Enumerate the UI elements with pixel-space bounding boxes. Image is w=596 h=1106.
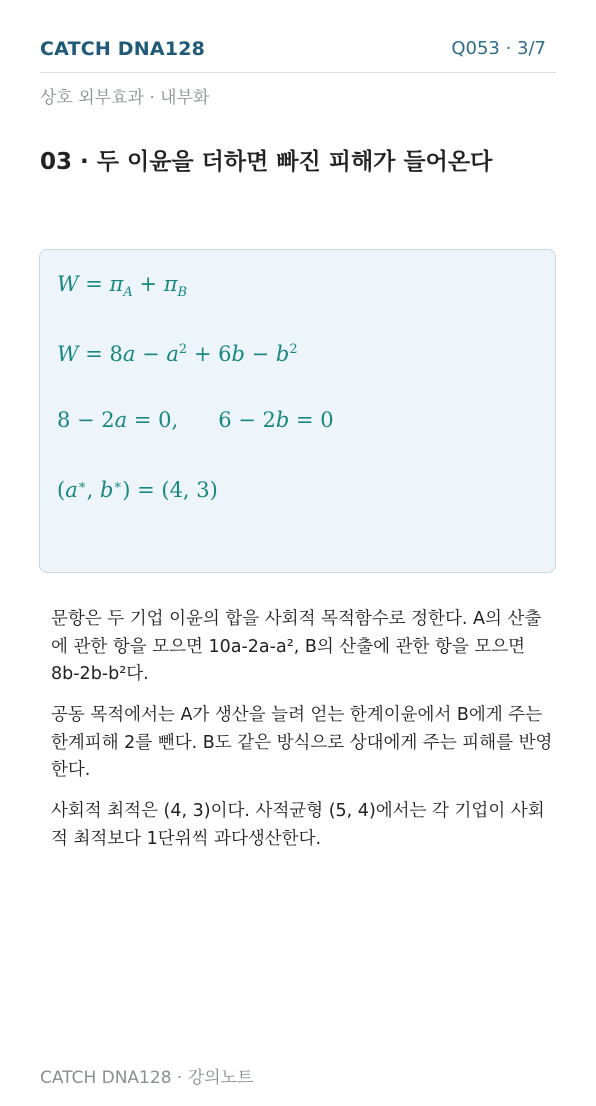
page-header — [40, 36, 556, 73]
formula-welfare-definition: $W = \pi_A + \pi_B$ — [57, 272, 188, 301]
formula-welfare-expanded: $W = 8a - a^2 + 6b - b^2$ — [57, 342, 298, 366]
brand-title: CATCH DNA128 — [40, 38, 206, 60]
section-heading: 03 · 두 이윤을 더하면 빠진 피해가 들어온다 — [40, 149, 493, 175]
question-counter: Q053 · 3/7 — [451, 38, 546, 59]
topic-subtitle: 상호 외부효과 · 내부화 — [40, 88, 210, 108]
formula-box — [39, 249, 556, 573]
page-footer: CATCH DNA128 · 강의노트 — [40, 1068, 254, 1088]
paragraph-marginal-damage: 공동 목적에서는 A가 생산을 늘려 얻는 한계이윤에서 B에게 주는 한계피해 2를 뺀다. B도 같은 방식으로 상대에게 주는 피해를 반영한다. — [51, 705, 553, 780]
paragraph-social-optimum: 사회적 최적은 (4, 3)이다. 사적균형 (5, 4)에서는 각 기업이 사회적 최적보다 1단위씩 과다생산한다. — [51, 801, 545, 849]
formula-first-order-conditions: 8 − 2a = 0, 6 − 2b = 0 — [57, 408, 334, 432]
paragraph-objective: 문항은 두 기업 이윤의 합을 사회적 목적함수로 정한다. A의 산출에 관한 항을 모으면 10a-2a-a², B의 산출에 관한 항을 모으면 8b-2b-b²다. — [51, 609, 542, 684]
formula-optimum: (a∗, b∗) = (4, 3) — [57, 478, 218, 502]
